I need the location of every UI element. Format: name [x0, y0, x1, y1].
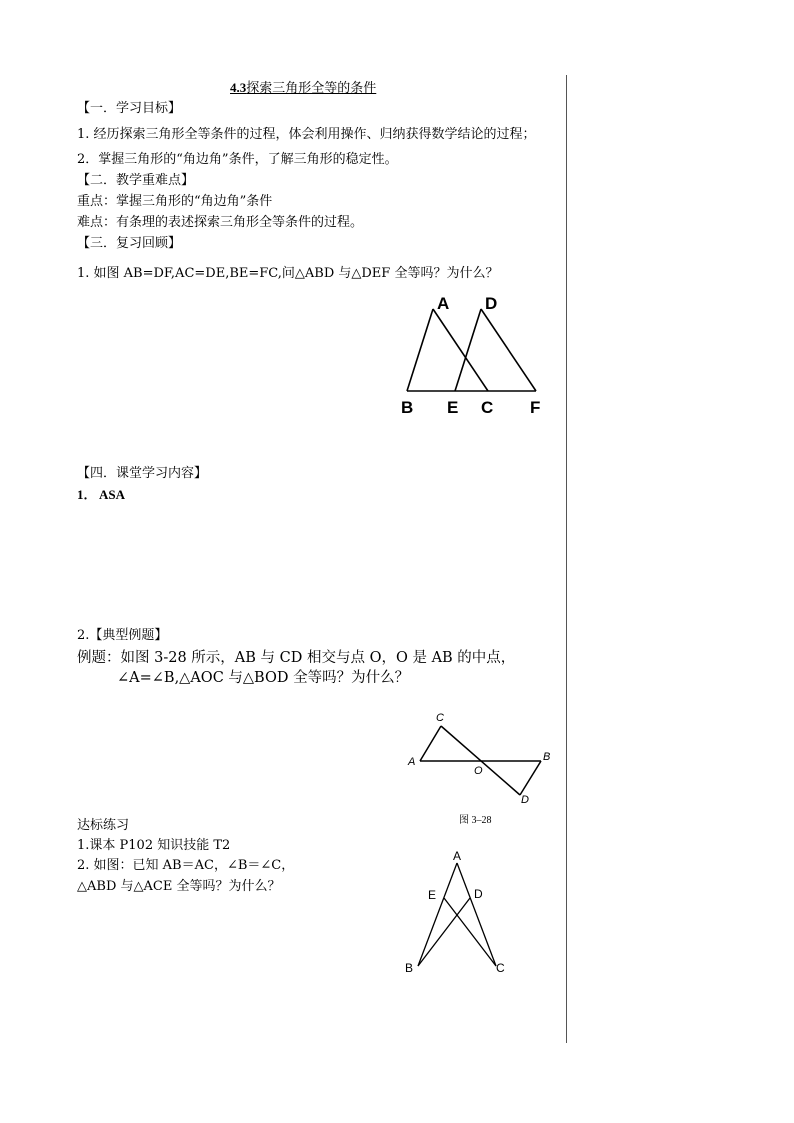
practice-item-1: 1.课本 P102 知识技能 T2 [77, 838, 231, 853]
line-ac [433, 309, 488, 391]
difficulty-text: 难点：有条理的表述探索三角形全等条件的过程。 [77, 215, 364, 230]
fig2-label-d: D [521, 794, 529, 806]
fig2-label-o: O [474, 765, 483, 777]
class-heading: 【四．课堂学习内容】 [77, 466, 208, 481]
fig1-label-b: B [401, 398, 414, 417]
line-ac [457, 863, 496, 966]
line-ce [444, 898, 496, 966]
title-text: 探索三角形全等的条件 [246, 81, 377, 96]
line-df [481, 309, 536, 391]
line-bd [520, 761, 541, 795]
fig3-label-b: B [405, 961, 414, 975]
keypoints-heading: 【二．教学重难点】 [77, 173, 195, 188]
line-ac [420, 726, 441, 761]
fig1-label-e: E [447, 398, 459, 417]
line-ab [418, 863, 457, 966]
fig1-label-c: C [481, 398, 494, 417]
example-line-2: ∠A=∠B,△AOC 与△BOD 全等吗？为什么？ [117, 670, 410, 686]
line-ed [455, 309, 481, 391]
practice-item-2-line-2: △ABD 与△ACE 全等吗？为什么？ [77, 879, 281, 894]
example-heading [77, 628, 167, 644]
fig3-label-e: E [428, 888, 437, 902]
review-heading: 【三．复习回顾】 [77, 236, 182, 251]
practice-item-2-line-1: 2. 如图：已知 AB＝AC，∠B＝∠C， [77, 858, 295, 873]
fig2-caption: 图 3–28 [459, 815, 492, 826]
practice-heading: 达标练习 [77, 818, 130, 833]
fig2-label-a: A [408, 756, 416, 768]
example-line-1: 例题：如图 3-28 所示，AB 与 CD 相交与点 O，O 是 AB 的中点， [77, 650, 516, 666]
fig2-label-b: B [543, 751, 551, 763]
keypoint-text: 重点：掌握三角形的“角边角”条件 [77, 194, 273, 209]
page-title [230, 80, 376, 97]
objective-2: 2．掌握三角形的“角边角”条件，了解三角形的稳定性。 [77, 152, 398, 167]
fig3-label-a: A [453, 849, 462, 863]
fig1-label-d: D [485, 294, 498, 313]
example-heading-text: 2.【典型例题】 [77, 628, 168, 643]
title-number: 4.3 [230, 80, 247, 95]
line-bd [418, 898, 470, 966]
objective-1: 1. 经历探索三角形全等条件的过程，体会利用操作、归纳获得数学结论的过程； [77, 127, 536, 142]
line-cd [441, 726, 520, 795]
asa-label: 1． ASA [77, 487, 126, 502]
page-divider-line [566, 75, 567, 1043]
fig1-label-f: F [530, 398, 541, 417]
fig2-label-c: C [436, 712, 444, 724]
fig3-label-c: C [496, 961, 505, 975]
fig1-label-a: A [437, 294, 450, 313]
review-question-1: 1. 如图 AB=DF,AC=DE,BE=FC,问△ABD 与△DEF 全等吗？为什么？ [77, 266, 499, 281]
line-ba [407, 309, 433, 391]
fig3-label-d: D [474, 887, 483, 901]
objectives-heading: 【一．学习目标】 [77, 101, 182, 116]
